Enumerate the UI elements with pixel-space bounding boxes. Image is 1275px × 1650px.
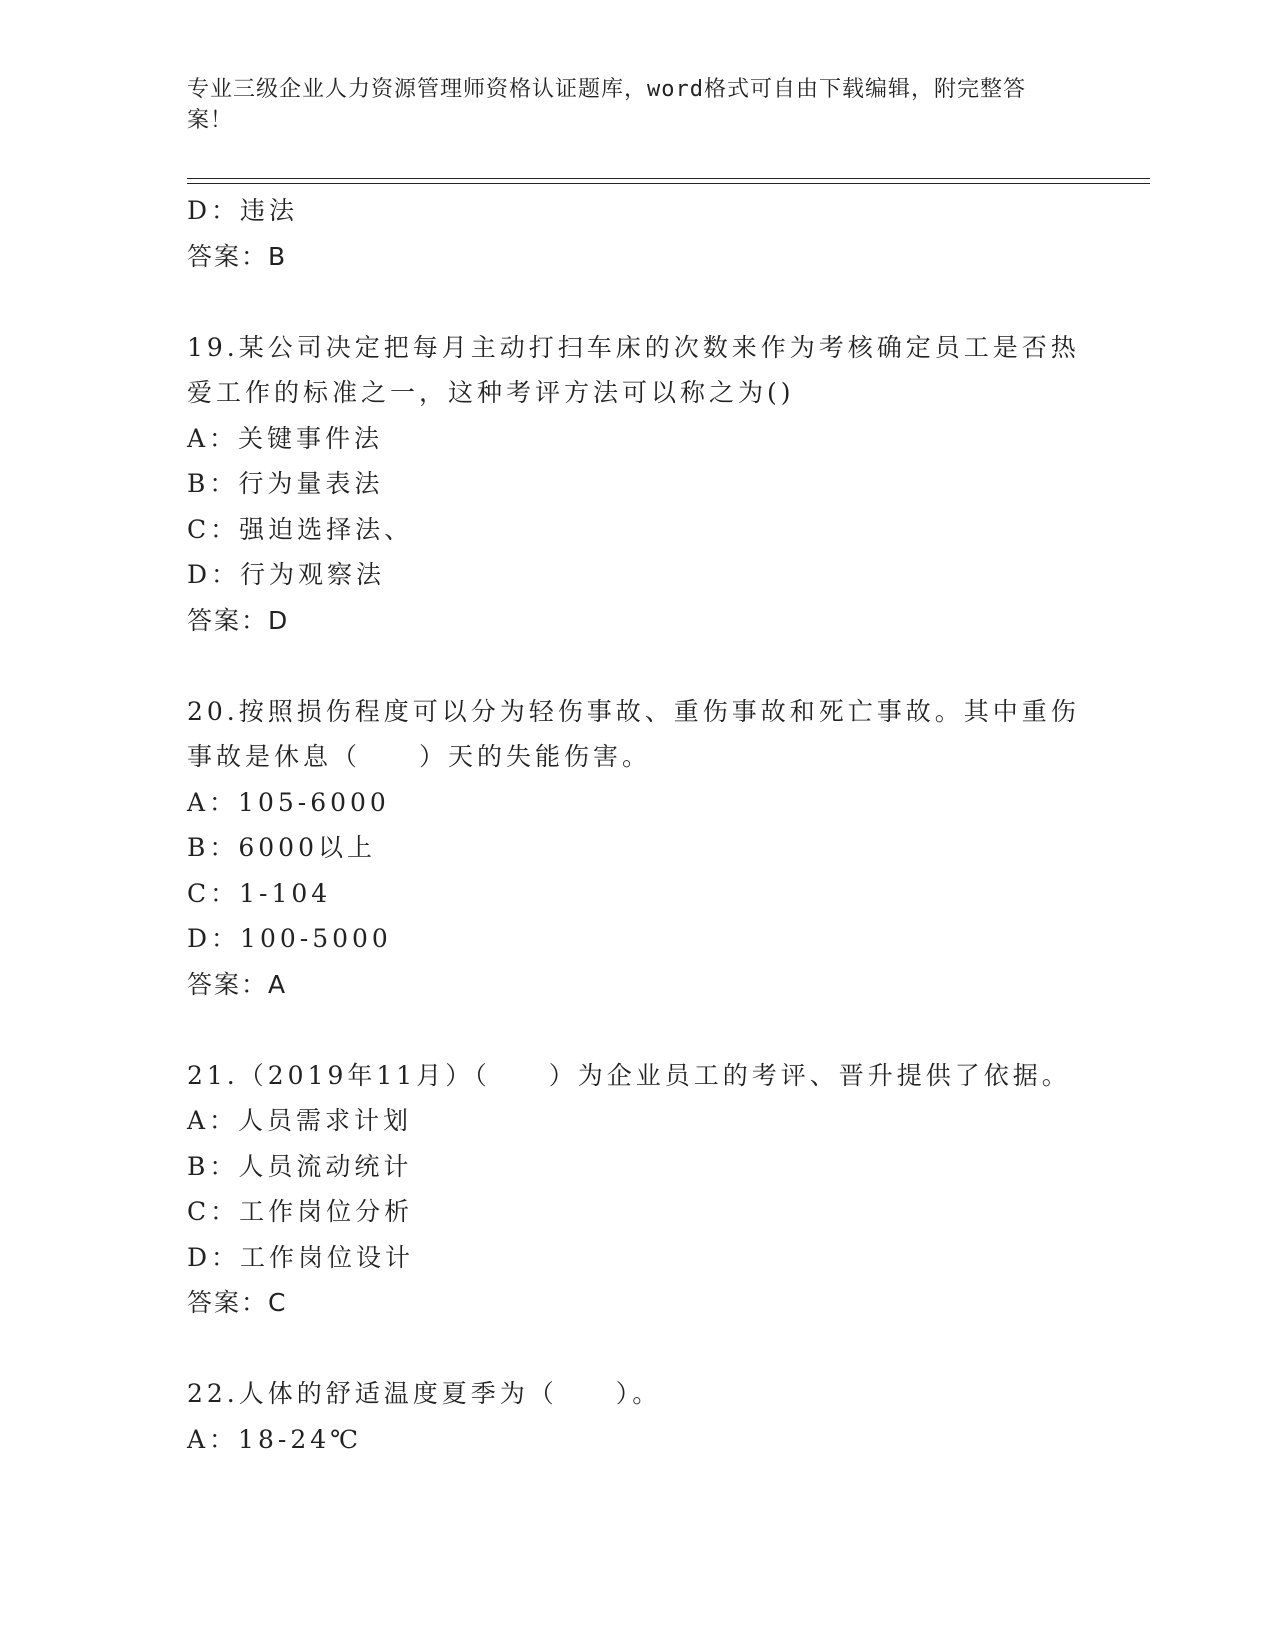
answer-line: 答案：D	[187, 605, 290, 635]
question-text: 19.某公司决定把每月主动打扫车床的次数来作为考核确定员工是否热爱工作的标准之一，这种考评方法可以称之为()	[187, 332, 1080, 407]
spacer	[187, 279, 1087, 325]
answer-line: 答案：B	[187, 241, 288, 271]
option-line: D：100-5000	[187, 924, 392, 953]
option-line: D：工作岗位设计	[187, 1242, 415, 1272]
option-line: B：6000以上	[187, 833, 376, 862]
option-line: A：关键事件法	[187, 423, 384, 453]
option-line: C：1-104	[187, 878, 332, 908]
spacer	[187, 1326, 1087, 1372]
option-line: D：行为观察法	[187, 560, 386, 589]
header-divider-top	[187, 178, 1150, 179]
answer-line: 答案：A	[187, 969, 288, 999]
option-line: B：行为量表法	[187, 469, 384, 498]
option-line: B：人员流动统计	[187, 1151, 413, 1181]
question-list	[187, 188, 1087, 1462]
option-line: A：人员需求计划	[187, 1106, 413, 1135]
page-header: 专业三级企业人力资源管理师资格认证题库，word格式可自由下载编辑，附完整答案！	[187, 77, 1026, 133]
spacer	[187, 643, 1087, 689]
option-line: C：强迫选择法、	[187, 514, 414, 544]
answer-line: 答案：C	[187, 1288, 288, 1317]
option-line: A：105-6000	[187, 787, 390, 817]
option-line: A：18-24℃	[187, 1424, 363, 1454]
spacer	[187, 1007, 1087, 1053]
option-line: D：违法	[187, 196, 299, 225]
question-text: 20.按照损伤程度可以分为轻伤事故、重伤事故和死亡事故。其中重伤事故是休息（ ）天的失能伤害。	[187, 696, 1080, 771]
question-text: 22.人体的舒适温度夏季为（ ）。	[187, 1379, 662, 1408]
option-line: C：工作岗位分析	[187, 1197, 414, 1226]
header-divider-bottom	[187, 183, 1150, 184]
question-text: 21.（2019年11月）（ ）为企业员工的考评、晋升提供了依据。	[187, 1060, 1071, 1090]
